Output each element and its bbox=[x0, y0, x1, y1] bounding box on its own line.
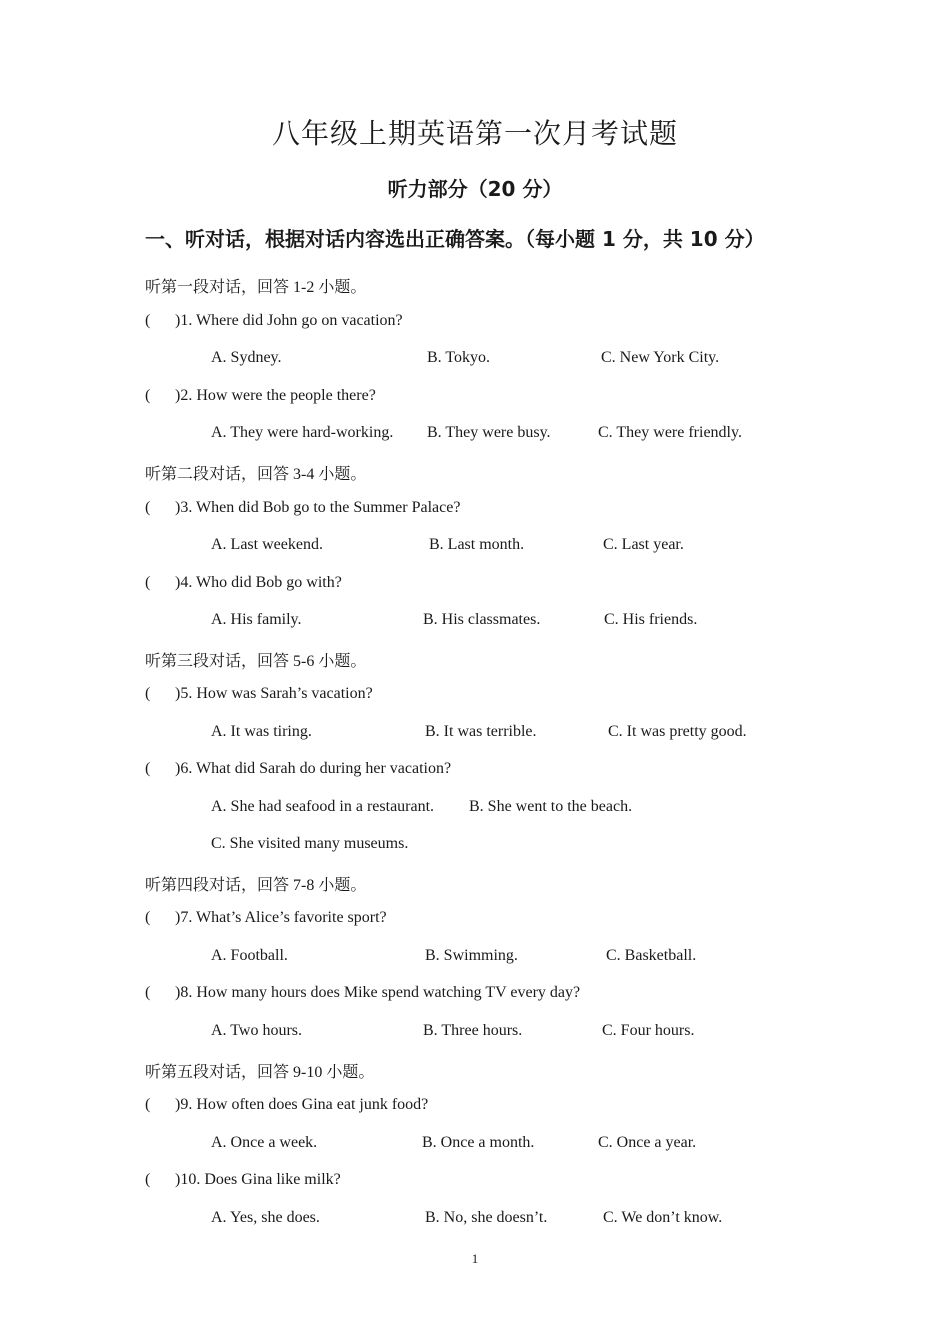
option-b: B. Tokyo. bbox=[427, 349, 491, 366]
question-stem: )10. Does Gina like milk? bbox=[175, 1171, 341, 1188]
question-stem: )7. What’s Alice’s favorite sport? bbox=[175, 909, 387, 926]
option-b: B. It was terrible. bbox=[425, 723, 537, 740]
answer-blank: ( bbox=[145, 387, 151, 404]
option-c: C. Basketball. bbox=[606, 947, 697, 964]
group-instruction: 听第一段对话，回答 1-2 小题。 bbox=[145, 279, 367, 296]
group-instruction: 听第四段对话，回答 7-8 小题。 bbox=[145, 877, 367, 894]
option-b: B. They were busy. bbox=[427, 424, 551, 441]
section-heading: 一、听对话，根据对话内容选出正确答案。（每小题 1 分，共 10 分） bbox=[145, 227, 765, 251]
answer-blank: ( bbox=[145, 312, 151, 329]
question-stem: )6. What did Sarah do during her vacation? bbox=[175, 760, 452, 777]
option-b: B. Once a month. bbox=[422, 1134, 535, 1151]
option-c: C. New York City. bbox=[601, 349, 720, 366]
option-c: C. Four hours. bbox=[602, 1022, 695, 1039]
question-row bbox=[145, 984, 580, 1002]
answer-blank: ( bbox=[145, 574, 151, 591]
option-a: A. Last weekend. bbox=[211, 536, 323, 553]
question-stem: )8. How many hours does Mike spend watching TV every day? bbox=[175, 984, 581, 1001]
option-a: A. Once a week. bbox=[211, 1134, 318, 1151]
answer-blank: ( bbox=[145, 760, 151, 777]
question-stem: )4. Who did Bob go with? bbox=[175, 574, 342, 591]
group-instruction: 听第二段对话，回答 3-4 小题。 bbox=[145, 466, 367, 483]
option-a: A. Football. bbox=[211, 947, 288, 964]
question-stem: )5. How was Sarah’s vacation? bbox=[175, 685, 373, 702]
option-c: C. We don’t know. bbox=[603, 1209, 723, 1226]
question-stem: )9. How often does Gina eat junk food? bbox=[175, 1096, 429, 1113]
option-c: C. Last year. bbox=[603, 536, 684, 553]
answer-blank: ( bbox=[145, 499, 151, 516]
answer-blank: ( bbox=[145, 685, 151, 702]
answer-blank: ( bbox=[145, 1096, 151, 1113]
question-stem: )1. Where did John go on vacation? bbox=[175, 312, 403, 329]
question-row bbox=[145, 574, 342, 592]
option-c: C. They were friendly. bbox=[598, 424, 742, 441]
answer-blank: ( bbox=[145, 909, 151, 926]
option-b: B. Swimming. bbox=[425, 947, 518, 964]
option-b: B. She went to the beach. bbox=[469, 798, 633, 815]
group-instruction: 听第五段对话，回答 9-10 小题。 bbox=[145, 1064, 375, 1081]
answer-blank: ( bbox=[145, 984, 151, 1001]
answer-blank: ( bbox=[145, 1171, 151, 1188]
question-row bbox=[145, 1171, 341, 1189]
option-a: A. It was tiring. bbox=[211, 723, 312, 740]
question-row bbox=[145, 909, 387, 927]
option-a: A. His family. bbox=[211, 611, 302, 628]
option-a: A. Sydney. bbox=[211, 349, 282, 366]
group-instruction: 听第三段对话，回答 5-6 小题。 bbox=[145, 653, 367, 670]
question-row bbox=[145, 387, 376, 405]
question-stem: )2. How were the people there? bbox=[175, 387, 376, 404]
option-c: C. She visited many museums. bbox=[211, 835, 409, 852]
option-b: B. Last month. bbox=[429, 536, 525, 553]
page-title: 八年级上期英语第一次月考试题 bbox=[271, 117, 678, 150]
page-subtitle: 听力部分（20 分） bbox=[387, 177, 563, 201]
question-stem: )3. When did Bob go to the Summer Palace? bbox=[175, 499, 461, 516]
option-a: A. Yes, she does. bbox=[211, 1209, 320, 1226]
option-a: A. Two hours. bbox=[211, 1022, 303, 1039]
question-row bbox=[145, 1096, 428, 1114]
option-c: C. It was pretty good. bbox=[608, 723, 747, 740]
option-b: B. His classmates. bbox=[423, 611, 541, 628]
question-row bbox=[145, 499, 460, 517]
option-b: B. Three hours. bbox=[423, 1022, 523, 1039]
page-number: 1 bbox=[471, 1251, 479, 1266]
question-row bbox=[145, 760, 451, 778]
question-row bbox=[145, 312, 403, 330]
question-row bbox=[145, 685, 373, 703]
option-a: A. She had seafood in a restaurant. bbox=[211, 798, 435, 815]
option-c: C. Once a year. bbox=[598, 1134, 697, 1151]
option-a: A. They were hard-working. bbox=[211, 424, 394, 441]
option-b: B. No, she doesn’t. bbox=[425, 1209, 548, 1226]
option-c: C. His friends. bbox=[604, 611, 698, 628]
